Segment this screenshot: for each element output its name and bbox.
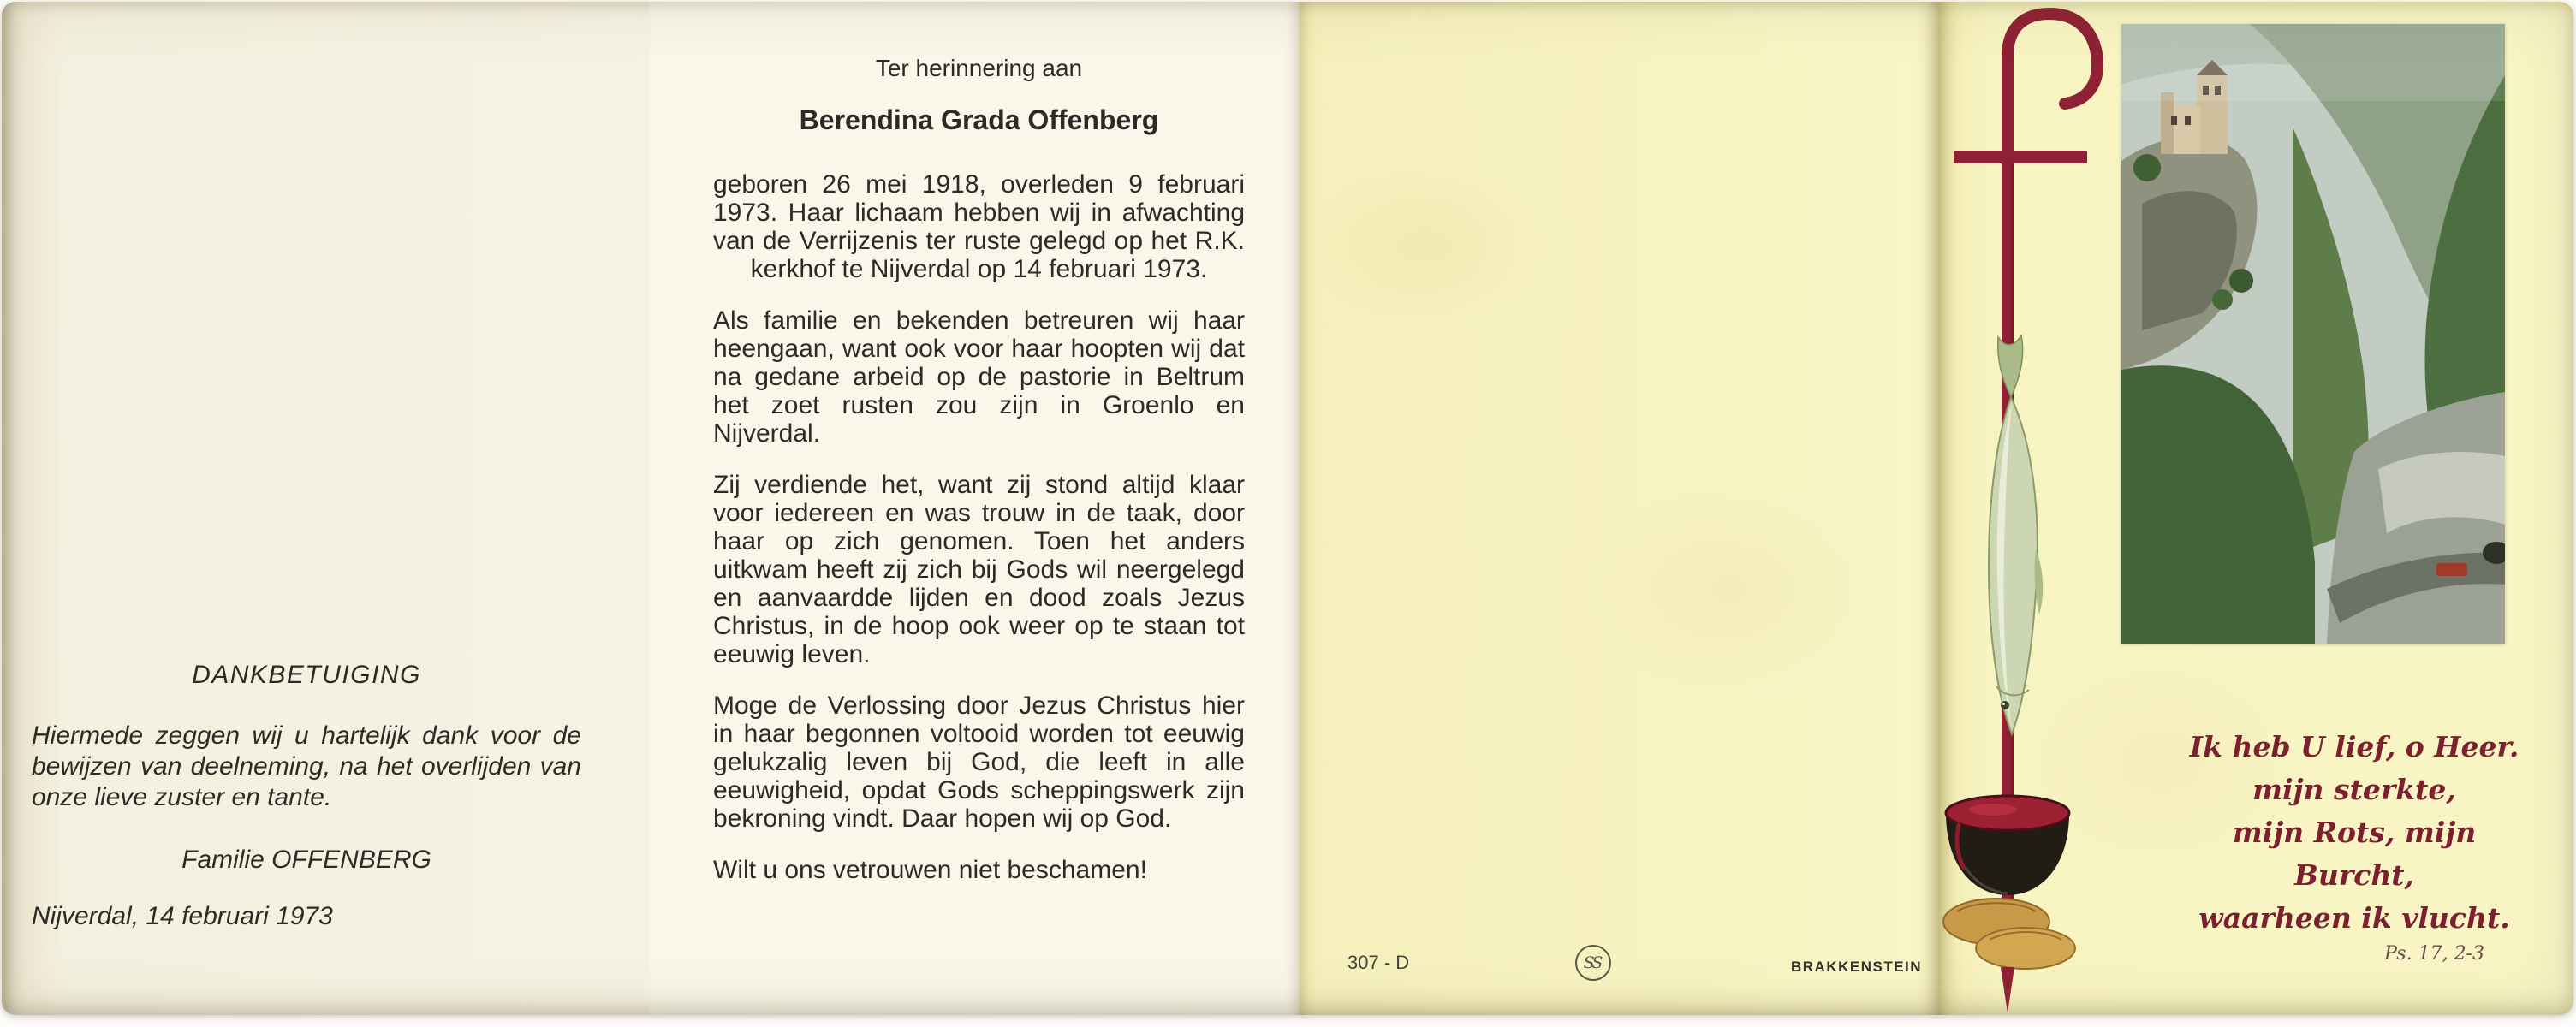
print-code: 307 - D xyxy=(1347,952,1410,973)
panel-memorial-text xyxy=(650,2,1300,1015)
publisher-name: BRAKKENSTEIN xyxy=(1791,959,1923,975)
memorial-block xyxy=(713,55,1245,907)
memorial-paragraph: Moge de Verlossing door Jezus Christus hier in haar begonnen voltooid worden tot eeuwig gelukzalig leven bij God, die leeft in alle eeuwigheid, opdat Gods scheppingswerk zijn bekroning vindt. Daar hopen wij op God. xyxy=(713,692,1245,833)
panel-acknowledgement xyxy=(2,2,650,1015)
memorial-intro: Ter herinnering aan xyxy=(875,55,1083,81)
monogram-letters: SS xyxy=(1583,953,1601,972)
deceased-name: Berendina Grada Offenberg xyxy=(799,104,1159,135)
fish-icon xyxy=(1989,335,2043,734)
chalice-icon xyxy=(1946,796,2069,895)
memorial-paragraph: Wilt u ons vetrouwen niet beschamen! xyxy=(713,856,1147,884)
psalm-reference: Ps. 17, 2-3 xyxy=(2384,943,2484,965)
bread-icon xyxy=(1943,899,2075,969)
memorial-card xyxy=(2,2,2573,1015)
acknowledgement-block xyxy=(32,661,581,931)
staff-tip xyxy=(2001,967,2014,1013)
memorial-paragraph: Zij verdiende het, want zij stond altijd klaar voor iedereen en was trouw in de taak, door haar op zich genomen. Toen het anders uitkwam heeft zij zich bij Gods wil neergelegd en aanvaardde lijden en dood zoals Jezus Christus, in de hoop ook weer op te staan tot eeuwig leven. xyxy=(713,471,1245,668)
prayer-text xyxy=(2174,726,2534,965)
prayer-line: mijn sterkte, xyxy=(2252,773,2456,806)
panel-cover xyxy=(1940,2,2573,1015)
prayer-line: waarheen ik vlucht. xyxy=(2198,901,2510,935)
acknowledgement-text: Hiermede zeggen wij u hartelijk dank voor de bewijzen van deelneming, na het overlijden van onze lieve zuster en tante. xyxy=(32,721,581,811)
castle-photo xyxy=(2121,24,2505,644)
acknowledgement-heading: DANKBETUIGING xyxy=(192,661,421,689)
printer-monogram-icon xyxy=(1575,945,1611,981)
prayer-line: mijn Rots, mijn Burcht, xyxy=(2232,816,2477,892)
place-dateline: Nijverdal, 14 februari 1973 xyxy=(32,902,333,930)
memorial-paragraph: Als familie en bekenden betreuren wij haar heengaan, want ook voor haar hoopten wij dat na gedane arbeid op de pastorie in Beltrum het zoet rusten zou zijn in Groenlo en Nijverdal. xyxy=(713,306,1245,448)
panel-colophon xyxy=(1300,2,1940,1015)
prayer-line: Ik heb U lief, o Heer. xyxy=(2189,730,2519,763)
family-signature: Familie OFFENBERG xyxy=(181,846,431,874)
memorial-paragraph: geboren 26 mei 1918, overleden 9 februari 1973. Haar lichaam hebben wij in afwachting van de Verrijzenis ter ruste gelegd op het R.K. kerkhof te Nijverdal op 14 februari 1973. xyxy=(713,170,1245,283)
